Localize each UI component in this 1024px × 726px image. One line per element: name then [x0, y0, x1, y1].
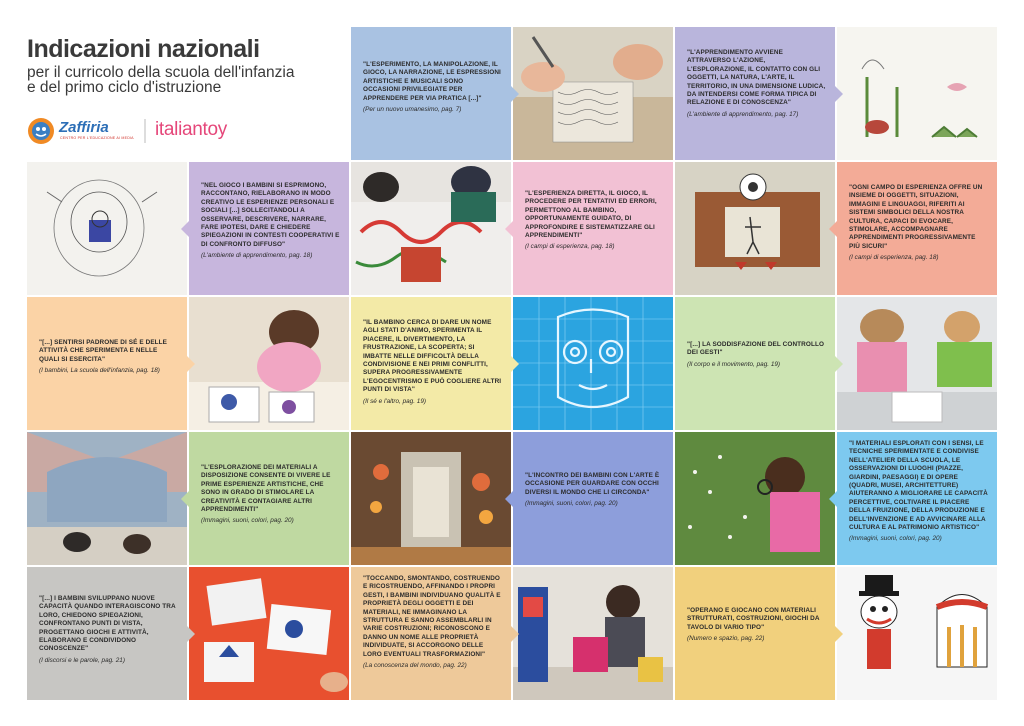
speech-pointer: [510, 85, 519, 103]
quote-source: (Per un nuovo umanesimo, pag. 7): [363, 106, 462, 114]
subtitle-line-2: e del primo ciclo d'istruzione: [27, 79, 222, 96]
quote-card: [675, 567, 835, 700]
quote-card: [513, 162, 673, 295]
speech-pointer: [505, 220, 514, 238]
quote-card: [675, 27, 835, 160]
quote-text: "NEL GIOCO I BAMBINI SI ESPRIMONO, RACCONTANO, RIELABORANO IN MODO CREATIVO LE ESPERIENZE PERSONALI E SOCIALI [...] SOLLECITANDOLI A OSSERVARE, DESCRIVERE, NARRARE, FARE IPOTESI, DARE E CHIEDERE SPIEGAZIONI IN CONTESTI COOPERATIVI E DI CONFRONTO DIFFUSO": [201, 182, 340, 248]
speech-pointer: [186, 625, 195, 643]
quote-card: [189, 162, 349, 295]
photo-blue-print-face: [513, 297, 673, 430]
quote-card: [675, 297, 835, 430]
quote-source: (Immagini, suoni, colori, pag. 20): [201, 517, 294, 525]
quote-source: (I campi di esperienza, pag. 18): [525, 243, 615, 251]
zaffiria-wordmark: Zaffiria: [59, 119, 109, 136]
quote-text: "OGNI CAMPO DI ESPERIENZA OFFRE UN INSIEME DI OGGETTI, SITUAZIONI, IMMAGINI E LINGUAGGI, RIFERITI AI SISTEMI SIMBOLICI DELLA NOSTRA CULTURA, CAPACI DI EVOCARE, STIMOLARE, ACCOMPAGNARE APPRENDIMENTI PROGRESSIVAMENTE PIÙ SICURI": [849, 184, 983, 250]
photo-children-tent: [27, 432, 187, 565]
speech-pointer: [829, 220, 838, 238]
quote-card: [837, 432, 997, 565]
quote-source: (Immagini, suoni, colori, pag. 20): [525, 500, 618, 508]
photo-child-building: [513, 567, 673, 700]
speech-pointer: [510, 355, 519, 373]
quote-source: (L'ambiente di apprendimento, pag. 17): [687, 110, 799, 118]
photo-face-drawing: [27, 162, 187, 295]
logos: [27, 115, 347, 147]
quote-text: "[...] I BAMBINI SVILUPPANO NUOVE CAPACITÀ QUANDO INTERAGISCONO TRA LORO, CHIEDONO SPIEGAZIONI, CONFRONTANO PUNTI DI VISTA, PROGETTANO GIOCHI E ATTIVITÀ, ELABORANO E CONDIVIDONO CONOSCENZE": [39, 595, 176, 653]
quote-source: (Numero e spazio, pag. 22): [687, 635, 765, 643]
quote-source: (I campi di esperienza, pag. 18): [849, 254, 939, 262]
quote-text: "L'ESPERIENZA DIRETTA, IL GIOCO, IL PROCEDERE PER TENTATIVI ED ERRORI, PERMETTONO AL BAMBINO, OPPORTUNAMENTE GUIDATO, DI APPROFONDIRE E SISTEMATIZZARE GLI APPRENDIMENTI": [525, 190, 657, 240]
speech-pointer: [834, 625, 843, 643]
quote-card: [27, 297, 187, 430]
speech-pointer: [181, 490, 190, 508]
page-title: Indicazioni nazionali: [27, 35, 260, 63]
speech-pointer: [181, 220, 190, 238]
quote-text: "L'ESPLORAZIONE DEI MATERIALI A DISPOSIZIONE CONSENTE DI VIVERE LE PRIME ESPERIENZE ARTISTICHE, CHE SONO IN GRADO DI STIMOLARE LA CREATIVITÀ E CONTAGIARE ALTRI APPRENDIMENTI": [201, 464, 331, 514]
quote-text: "TOCCANDO, SMONTANDO, COSTRUENDO E RICOSTRUENDO, AFFINANDO I PROPRI GESTI, I BAMBINI INDIVIDUANO QUALITÀ E PROPRIETÀ DEGLI OGGETTI E DEI MATERIALI, NE IMMAGINANO LA STRUTTURA E SANNO ASSEMBLARLI IN VARIE COSTRUZIONI; RICONOSCONO E DANNO UN NOME ALLE PROPRIETÀ INDIVIDUATE, SI ACCORGONO DELLE LORO EVENTUALI TRASFORMAZIONI": [363, 575, 501, 658]
speech-pointer: [834, 355, 843, 373]
quote-source: (Il sé e l'altro, pag. 19): [363, 397, 427, 405]
quote-source: (I bambini, La scuola dell'infanzia, pag. 18): [39, 367, 160, 375]
photo-hands-collage: [513, 27, 673, 160]
speech-pointer: [186, 355, 195, 373]
quote-text: "[...] SENTIRSI PADRONE DI SÉ E DELLE ATTIVITÀ CHE SPERIMENTA E NELLE QUALI SI ESERCITA": [39, 339, 168, 363]
photo-museum-hall: [351, 432, 511, 565]
quote-card: [351, 27, 511, 160]
photo-child-drawing: [837, 27, 997, 160]
quote-text: "I MATERIALI ESPLORATI CON I SENSI, LE TECNICHE SPERIMENTATE E CONDIVISE NELL'ATELIER DELLA SCUOLA, LE OSSERVAZIONI DI LUOGHI (PIAZZE, GIARDINI, PAESAGGI) E DI OPERE (QUADRI, MUSEI, ARCHITETTURE) AIUTERANNO A MIGLIORARE LE CAPACITÀ PERCETTIVE, COLTIVARE IL PIACERE DELLA FRUIZIONE, DELLA PRODUZIONE E DELL'INVENZIONE E AD AVVICINARE ALLA CULTURA E AL PATRIMONIO ARTISTICO": [849, 440, 988, 532]
quote-text: "OPERANO E GIOCANO CON MATERIALI STRUTTURATI, COSTRUZIONI, GIOCHI DA TAVOLO DI VARIO TIPO": [687, 607, 820, 631]
quote-card: [351, 297, 511, 430]
zaffiria-tagline: CENTRO PER L'EDUCAZIONE AI MEDIA: [60, 136, 134, 140]
quote-card: [513, 432, 673, 565]
quote-card: [837, 162, 997, 295]
quote-source: (Il corpo e il movimento, pag. 19): [687, 360, 781, 368]
quote-source: (Immagini, suoni, colori, pag. 20): [849, 535, 942, 543]
photo-child-magnifier: [675, 432, 835, 565]
quote-source: (L'ambiente di apprendimento, pag. 18): [201, 252, 313, 260]
quote-card: [351, 567, 511, 700]
quote-source: (La conoscenza del mondo, pag. 22): [363, 662, 467, 670]
photo-children-drawing-table: [837, 297, 997, 430]
quote-text: "L'APPRENDIMENTO AVVIENE ATTRAVERSO L'AZIONE, L'ESPLORAZIONE, IL CONTATTO CON GLI OGGETTI, LA NATURA, L'ARTE, IL TERRITORIO, IN UNA DIMENSIONE LUDICA, DA INTENDERSI COME FORMA TIPICA DI RELAZIONE E DI CONOSCENZA": [687, 49, 826, 107]
quote-card: [27, 567, 187, 700]
speech-pointer: [834, 85, 843, 103]
speech-pointer: [510, 625, 519, 643]
poster-grid: [27, 27, 997, 699]
poster-header: [27, 27, 349, 160]
photo-children-painting: [351, 162, 511, 295]
speech-pointer: [505, 490, 514, 508]
photo-paper-puppets: [837, 567, 997, 700]
photo-child-book: [189, 297, 349, 430]
photo-letters-table: [189, 567, 349, 700]
quote-text: "IL BAMBINO CERCA DI DARE UN NOME AGLI STATI D'ANIMO, SPERIMENTA IL PIACERE, IL DIVERTIMENTO, LA FRUSTRAZIONE, LA SCOPERTA; SI IMBATTE NELLE DIFFICOLTÀ DELLA CONDIVISIONE E NEI PRIMI CONFLITTI, SUPERA PROGRESSIVAMENTE L'EGOCENTRISMO E PUÒ COGLIERE ALTRI PUNTI DI VISTA": [363, 319, 502, 394]
quote-text: "[...] LA SODDISFAZIONE DEL CONTROLLO DEI GESTI": [687, 341, 825, 357]
subtitle-line-1: per il curricolo della scuola dell'infanzia: [27, 64, 295, 81]
speech-pointer: [829, 490, 838, 508]
quote-source: (I discorsi e le parole, pag. 21): [39, 656, 125, 664]
quote-text: "L'INCONTRO DEI BAMBINI CON L'ARTE È OCCASIONE PER GUARDARE CON OCCHI DIVERSI IL MONDO CHE LI CIRCONDA": [525, 472, 660, 496]
quote-card: [189, 432, 349, 565]
italiantoy-wordmark: italiantoy: [155, 119, 227, 140]
photo-cardboard-theatre: [675, 162, 835, 295]
page-subtitle: [27, 65, 347, 95]
quote-text: "L'ESPERIMENTO, LA MANIPOLAZIONE, IL GIOCO, LA NARRAZIONE, LE ESPRESSIONI ARTISTICHE E MUSICALI SONO OCCASIONI PRIVILEGIATE PER APPRENDERE PER VIA PRATICA [...]": [363, 61, 501, 102]
